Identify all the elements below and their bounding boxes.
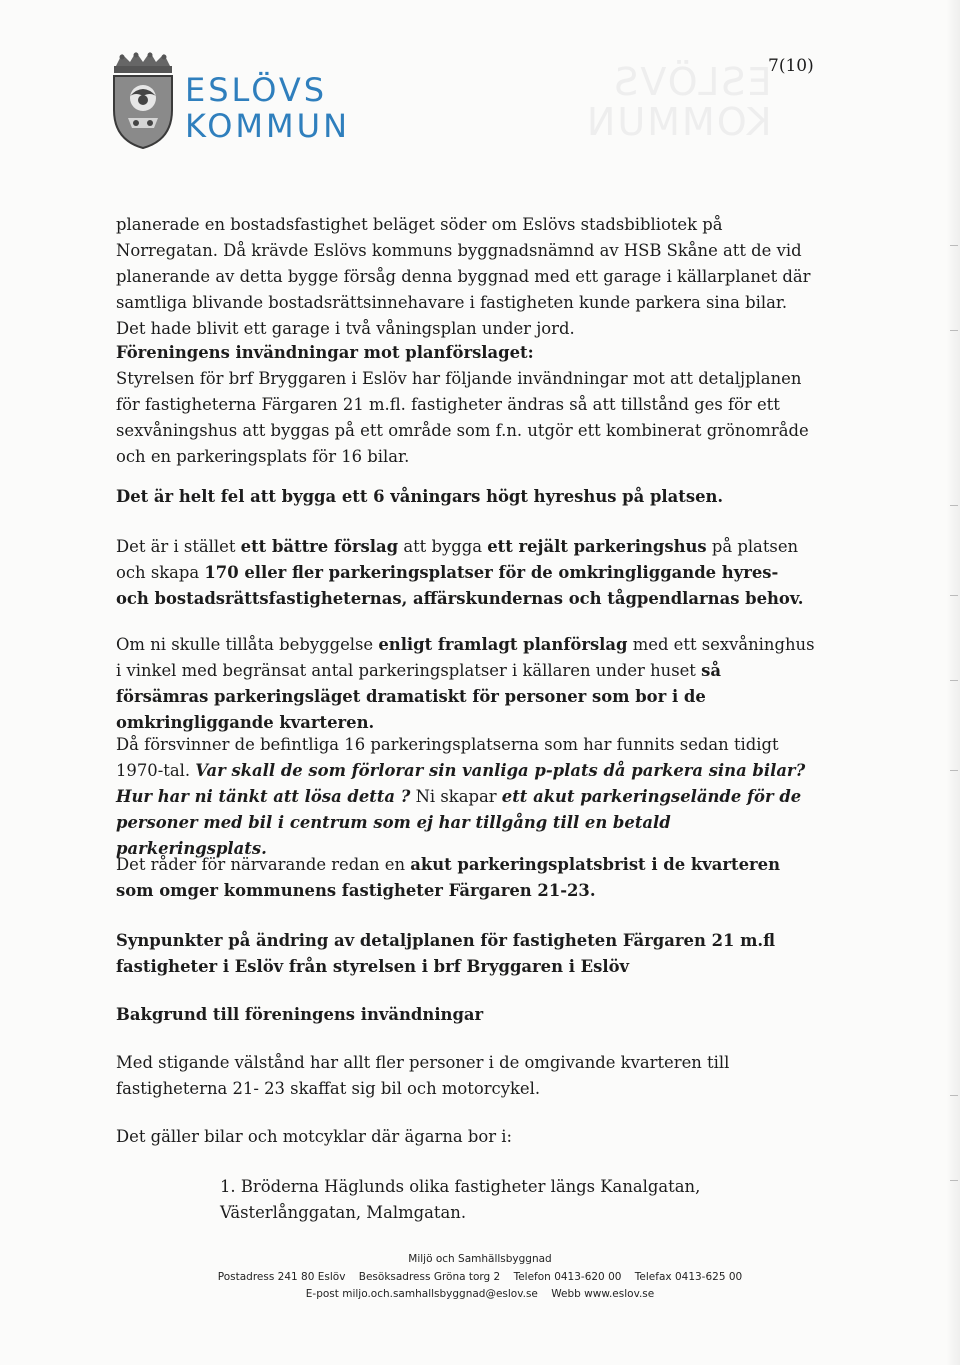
edge-mark <box>950 505 958 506</box>
edge-mark <box>950 330 958 331</box>
logo-line-2: KOMMUN <box>185 107 350 145</box>
bold-run: så försämras parkeringsläget dramatiskt för personer som bor i de omkringliggande kvarteren. <box>116 661 721 732</box>
web-label: Webb <box>551 1288 581 1300</box>
email-label: E-post <box>305 1288 339 1300</box>
text-run: att bygga <box>398 537 488 556</box>
phone-number: 0413-620 00 <box>554 1271 622 1283</box>
paragraph-list-intro: Det gäller bilar och motcyklar där ägarna bor i: <box>116 1127 513 1146</box>
edge-mark <box>950 595 958 596</box>
municipality-logo <box>110 52 350 152</box>
paragraph-background-heading <box>116 1002 816 1028</box>
logo-wordmark <box>185 72 350 144</box>
visit-label: Besöksadress <box>358 1271 431 1283</box>
edge-mark <box>950 1180 958 1181</box>
edge-mark <box>950 1095 958 1096</box>
bold-run: ett bättre förslag <box>240 537 399 556</box>
edge-mark <box>950 680 958 681</box>
paragraph-consequence <box>116 632 816 736</box>
postal-label: Postadress <box>217 1271 275 1283</box>
coat-of-arms-icon <box>110 52 176 150</box>
bold-run: akut parkeringsplatsbrist i de kvarteren som omger kommunens fastigheter Färgaren 21-23. <box>116 855 780 900</box>
bold-run: 170 eller fler parkeringsplatser för de omkringliggande hyres- och bostadsrättsfastigheternas, affärskundernas och tågpendlarnas behov. <box>116 563 804 608</box>
scan-edge-shadow <box>946 0 960 1365</box>
paragraph-intro: planerade en bostadsfastighet beläget söder om Eslövs stadsbibliotek på Norregatan. Då krävde Eslövs kommuns byggnadsnämnd av HSB Skåne att de vid planerande av detta bygge försåg denna byggnad med ett garage i källarplanet där samtliga blivande bostadsrättsinnehavare i fastigheten kunde parkera sina bilar. Det hade blivit ett garage i två våningsplan under jord. <box>116 215 811 338</box>
footer-department: Miljö och Samhällsbyggnad <box>408 1253 552 1265</box>
text-run: Det råder för närvarande redan en <box>116 855 411 874</box>
postal-address: 241 80 Eslöv <box>277 1271 346 1283</box>
list-item: 1. Bröderna Häglunds olika fastigheter längs Kanalgatan, Västerlånggatan, Malmgatan. <box>220 1177 701 1222</box>
paragraph-alternative <box>116 534 816 612</box>
bold-run: enligt framlagt planförslag <box>378 635 628 654</box>
text-run: Då försvinner de befintliga 16 parkeringsplatserna som har funnits sedan tidigt 1970-tal. <box>116 735 779 780</box>
paragraph-title <box>116 928 816 980</box>
visit-address: Gröna torg 2 <box>433 1271 501 1283</box>
text-run: med ett sexvåninghus i vinkel med begränsat antal parkeringsplatser i källaren under huset <box>116 635 815 680</box>
objections-text: Styrelsen för brf Bryggaren i Eslöv har följande invändningar mot att detaljplanen för fastigheterna Färgaren 21 m.fl. fastigheter ändras så att tillstånd ges för ett sexvåningshus att byggas på ett område som f.n. utgör ett kombinerat grönområde och en parkeringsplats för 16 bilar. <box>116 369 809 466</box>
edge-mark <box>950 245 958 246</box>
edge-mark <box>950 770 958 771</box>
text-run: Om ni skulle tillåta bebyggelse <box>116 635 379 654</box>
footer-addresses <box>0 1271 960 1283</box>
fax-number: 0413-625 00 <box>674 1271 743 1283</box>
document-title: Synpunkter på ändring av detaljplanen för fastigheten Färgaren 21 m.fl fastigheter i Eslöv från styrelsen i brf Bryggaren i Eslöv <box>116 931 776 976</box>
bold-italic-run: ett akut parkeringselände för de personer med bil i centrum som ej har tillgång till en betald parkeringsplats. <box>116 787 802 858</box>
section-heading: Föreningens invändningar mot planförslaget: <box>116 343 534 362</box>
email-address[interactable]: miljo.och.samhallsbyggnad@eslov.se <box>342 1288 538 1300</box>
paragraph-background: Med stigande välstånd har allt fler personer i de omgivande kvarteren till fastigheterna 21- 23 skaffat sig bil och motorcykel. <box>116 1053 730 1098</box>
web-address[interactable]: www.eslov.se <box>584 1288 655 1300</box>
text-run: Ni skapar <box>410 787 502 806</box>
paragraph-statement <box>116 484 816 510</box>
bold-run: ett rejält parkeringshus <box>487 537 707 556</box>
footer-contact <box>0 1288 960 1300</box>
text-run: på platsen och skapa <box>116 537 799 582</box>
bleed-through-logo: ESLÖVS KOMMUN <box>585 60 772 144</box>
paragraph-parking-loss <box>116 732 816 862</box>
statement-text: Det är helt fel att bygga ett 6 våningars högt hyreshus på platsen. <box>116 487 724 506</box>
paragraph-objections <box>116 340 816 470</box>
text-run: Det är i stället <box>116 537 241 556</box>
paragraph-shortage <box>116 852 816 904</box>
logo-line-1: ESLÖVS <box>185 71 328 109</box>
fax-label: Telefax <box>634 1271 672 1283</box>
bold-italic-run: Var skall de som förlorar sin vanliga p-plats då parkera sina bilar? Hur har ni tänkt att lösa detta ? <box>116 761 806 806</box>
page-number: 7(10) <box>768 56 814 76</box>
background-heading: Bakgrund till föreningens invändningar <box>116 1005 484 1024</box>
phone-label: Telefon <box>513 1271 551 1283</box>
